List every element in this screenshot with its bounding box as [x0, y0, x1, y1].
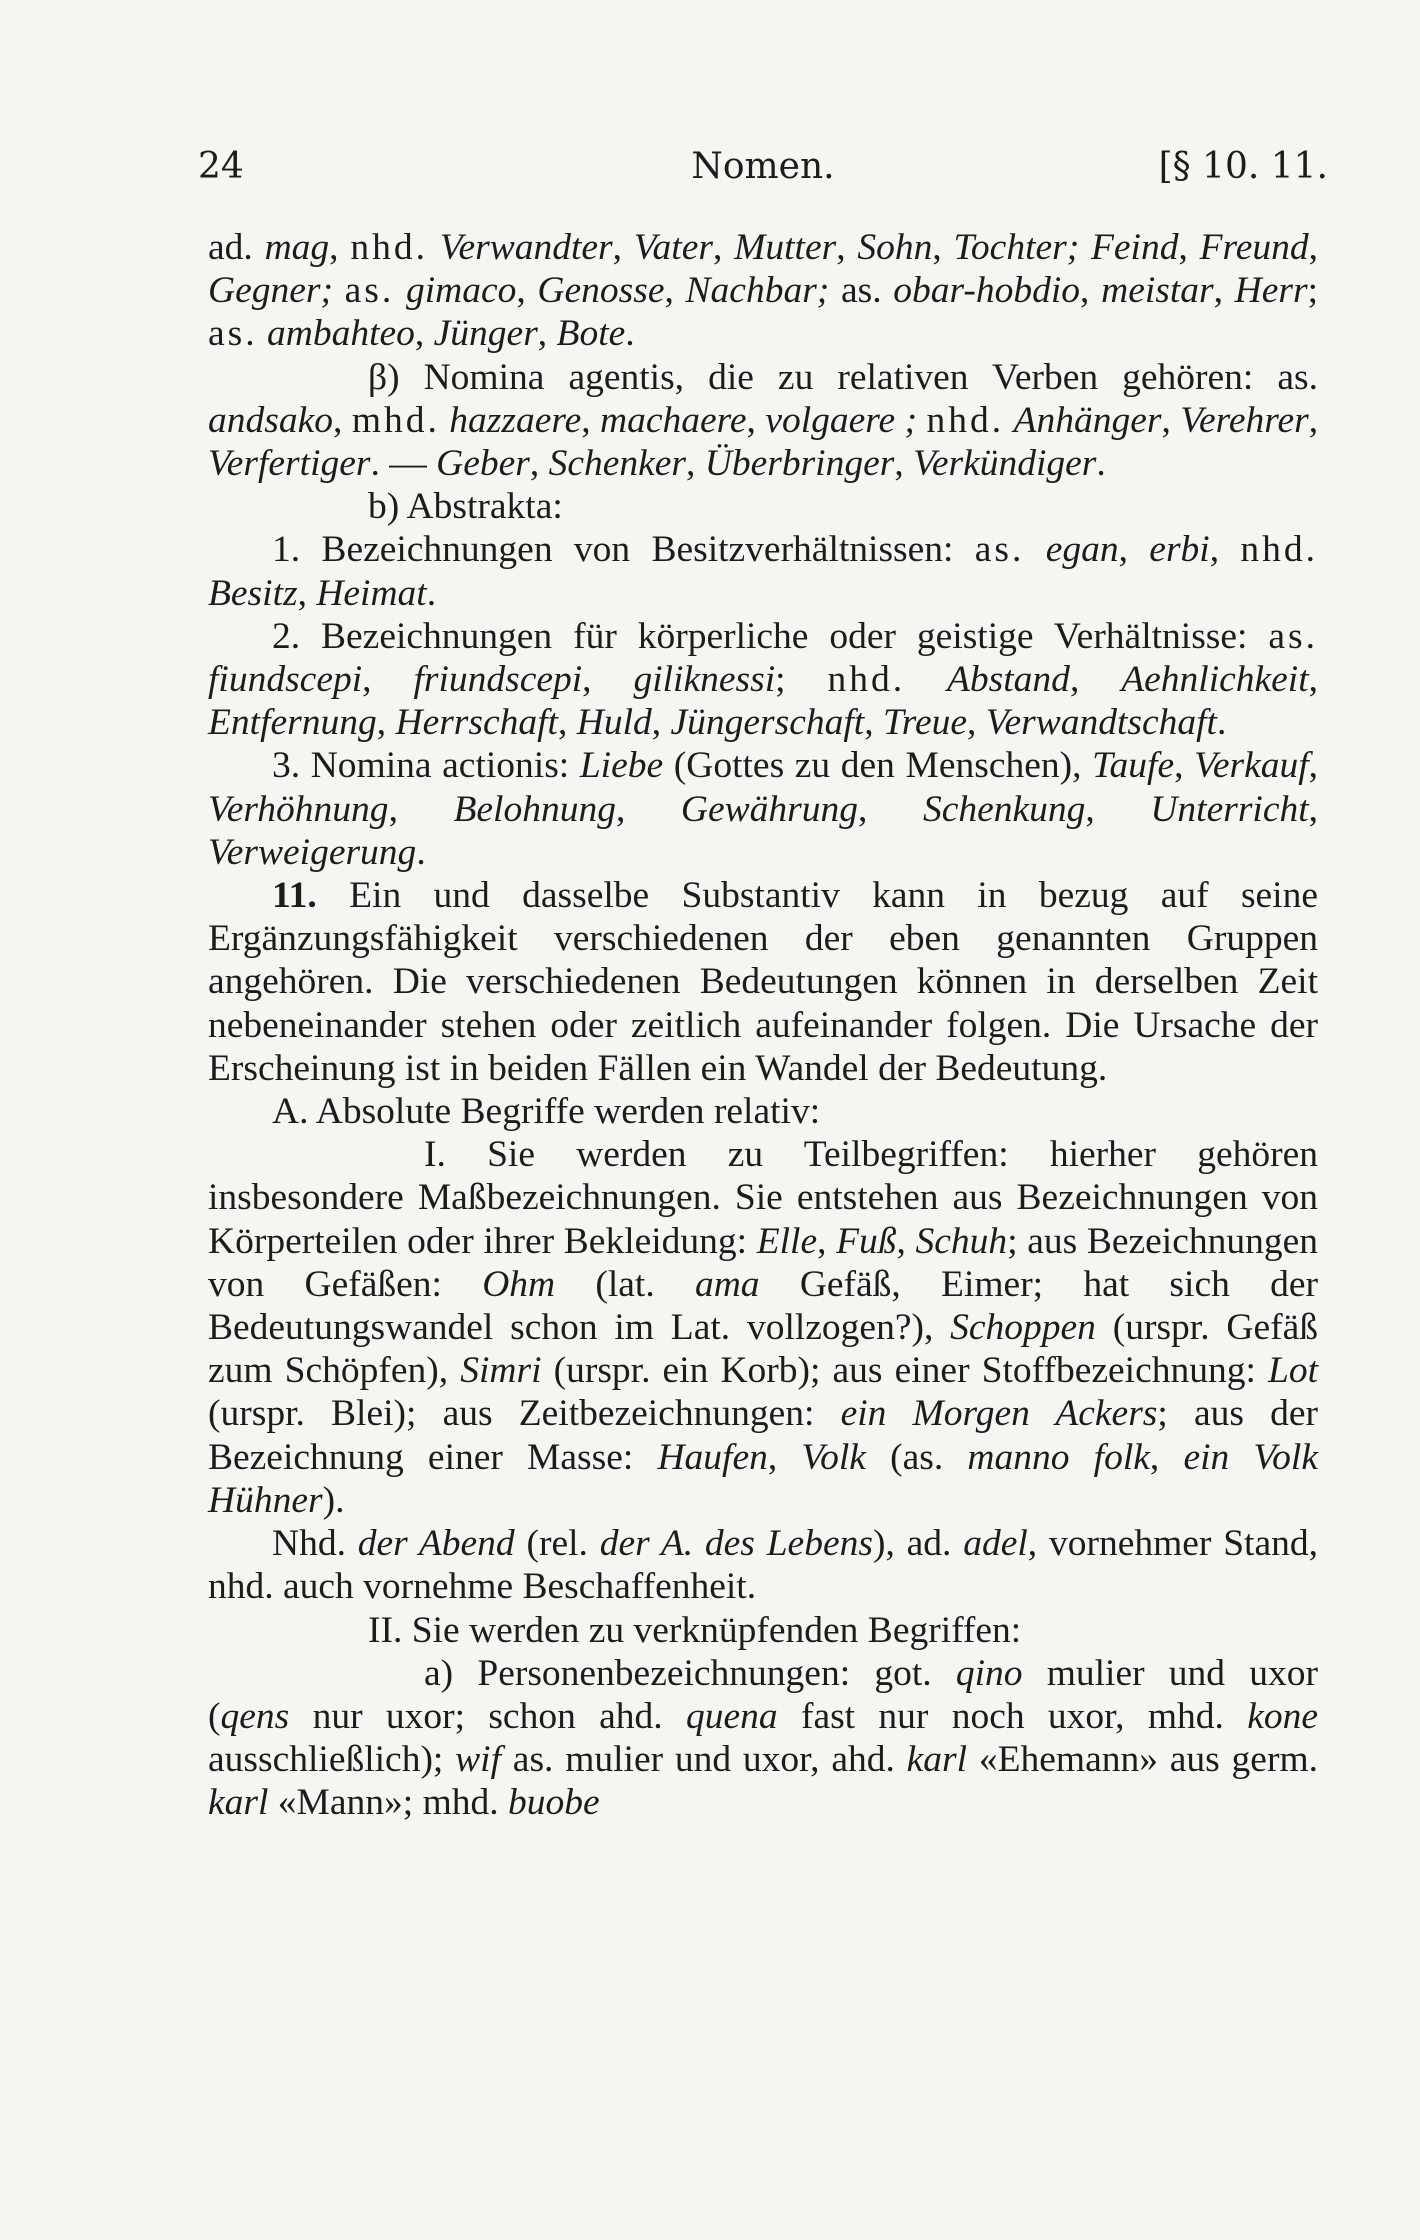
- text-run: ,: [1174, 745, 1195, 787]
- text-run: ,: [1308, 745, 1319, 787]
- italic-term: Belohnung: [453, 788, 616, 830]
- spaced-abbreviation: as.: [344, 270, 395, 312]
- text-run: ,: [1161, 399, 1181, 441]
- spaced-abbreviation: as.: [208, 313, 258, 355]
- text-run: ,: [1149, 1436, 1184, 1478]
- italic-term: Freund: [1199, 227, 1309, 268]
- text-run: Gefäß, Eimer; hat sich der Bedeutungswandel schon im Lat. vollzogen?),: [208, 1263, 1318, 1349]
- text-run: ,: [557, 702, 577, 744]
- italic-term: Anhänger: [1013, 399, 1162, 441]
- text-run: [428, 227, 440, 268]
- italic-term: ein Morgen Ackers: [840, 1393, 1158, 1435]
- italic-term: Sohn: [857, 227, 933, 268]
- text-run: .: [416, 831, 426, 873]
- text-run: (rel.: [514, 1523, 600, 1565]
- italic-term: egan: [1045, 529, 1119, 571]
- heading-absolute-begriffe: [208, 1090, 1318, 1133]
- italic-term: Verehrer: [1180, 399, 1309, 441]
- italic-term: Huld: [576, 702, 652, 744]
- italic-term: Besitz: [208, 572, 298, 614]
- italic-term: Entfernung: [208, 702, 377, 744]
- spaced-abbreviation: nhd.: [827, 659, 906, 701]
- text-run: (lat.: [555, 1263, 695, 1305]
- italic-term: gimaco: [405, 270, 517, 312]
- text-run: (urspr. Gefäß zum Schöpfen),: [208, 1307, 1318, 1392]
- text-run: ,: [414, 313, 434, 355]
- page-title: Nomen.: [691, 146, 835, 187]
- italic-term: ambahteo: [267, 313, 415, 355]
- text-run: ,: [932, 227, 954, 268]
- heading-verknuepfende-begriffe: [208, 1609, 1318, 1652]
- text-run: .: [1096, 443, 1106, 485]
- text-run: ,: [836, 227, 858, 268]
- text-run: ,: [529, 443, 549, 485]
- text-run: ,: [858, 788, 923, 830]
- text-run: ,: [686, 443, 705, 485]
- text-run: ,: [1178, 227, 1200, 268]
- text-run: 3. Nomina actionis:: [272, 745, 580, 787]
- text-run: ,: [582, 659, 634, 701]
- italic-term: der Abend: [357, 1523, 515, 1565]
- heading-abstrakta: [208, 485, 1318, 528]
- paragraph-besitzverhaeltnisse: [208, 528, 1318, 614]
- text-run: (as.: [865, 1436, 968, 1478]
- text-run: .: [625, 313, 635, 355]
- italic-term: qino: [955, 1652, 1023, 1694]
- italic-term: Gegner;: [208, 270, 345, 312]
- text-run: Nhd.: [272, 1523, 358, 1565]
- text-run: .: [1216, 702, 1227, 744]
- italic-term: der A. des Lebens: [599, 1523, 873, 1565]
- italic-term: Heimat: [316, 572, 427, 614]
- text-run: β) Nomina agentis, die zu relativen Verben gehören: as.: [368, 356, 1318, 398]
- italic-term: giliknessi: [633, 659, 776, 701]
- italic-term: Herrschaft: [395, 702, 558, 744]
- italic-term: Fuß: [836, 1220, 897, 1262]
- italic-term: volgaere ;: [765, 399, 927, 441]
- italic-term: hazzaere: [449, 399, 582, 441]
- text-run: nur uxor; schon ahd.: [289, 1695, 686, 1737]
- italic-term: kone: [1247, 1695, 1319, 1737]
- italic-term: Liebe: [579, 745, 664, 787]
- text-run: ,: [1308, 788, 1319, 830]
- italic-term: ein Volk Hühner: [208, 1436, 1318, 1521]
- spaced-abbreviation: nhd.: [1240, 529, 1319, 571]
- text-run: «Mann»; mhd.: [268, 1782, 508, 1824]
- text-run: (Gottes zu den Menschen),: [663, 745, 1093, 787]
- text-run: ,: [1213, 270, 1235, 312]
- italic-term: Schenker: [548, 443, 686, 485]
- italic-term: Bote: [556, 313, 626, 355]
- page-number: 24: [198, 146, 244, 187]
- spaced-abbreviation: nhd.: [926, 399, 1005, 441]
- text-run: ,: [746, 399, 766, 441]
- italic-term: Mutter: [734, 227, 837, 268]
- paragraph-nomina-agentis: [208, 356, 1318, 486]
- text-run: ,: [537, 313, 557, 355]
- text-run: ,: [333, 399, 352, 441]
- italic-term: obar-hobdio: [893, 270, 1081, 312]
- text-run: as.: [840, 270, 894, 312]
- italic-term: Überbringer: [704, 443, 895, 485]
- italic-term: Verhöhnung: [208, 788, 389, 830]
- italic-term: meistar: [1101, 270, 1214, 312]
- italic-term: fiundscepi: [208, 659, 363, 701]
- text-run: A. Absolute Begriffe werden relativ:: [272, 1091, 821, 1133]
- italic-term: wif: [455, 1739, 501, 1781]
- text-run: b) Abstrakta:: [368, 486, 563, 528]
- text-run: [258, 313, 267, 354]
- paragraph-verhaeltnisse: [208, 615, 1318, 745]
- italic-term: Genosse: [537, 270, 665, 312]
- italic-term: Geber: [436, 443, 530, 485]
- italic-term: Abstand: [947, 659, 1070, 701]
- text-run: as. mulier und uxor, ahd.: [501, 1739, 907, 1781]
- italic-term: friundscepi: [413, 659, 583, 701]
- text-run: «Ehemann» aus germ.: [967, 1739, 1318, 1781]
- spaced-abbreviation: as.: [974, 529, 1025, 571]
- text-run: mulier und uxor (: [208, 1652, 1318, 1737]
- text-run: ,: [864, 702, 883, 744]
- text-run: ,: [362, 659, 414, 701]
- italic-term: karl: [208, 1782, 269, 1824]
- text-run: ,: [615, 788, 681, 830]
- italic-term: Taufe: [1092, 745, 1175, 787]
- text-run: ,: [516, 270, 538, 312]
- section-reference: [§ 10. 11.: [1158, 146, 1328, 187]
- italic-term: Tochter; Feind: [953, 227, 1179, 268]
- text-run: ,: [376, 702, 396, 744]
- text-run: ,: [1085, 788, 1151, 830]
- text-run: ,: [297, 572, 317, 614]
- italic-term: Jünger: [433, 313, 538, 355]
- text-run: . —: [370, 443, 437, 485]
- paragraph-section-11: [208, 874, 1318, 1090]
- italic-term: Nachbar;: [685, 270, 841, 312]
- italic-term: buobe: [508, 1782, 600, 1824]
- italic-term: Verwandter: [439, 227, 613, 268]
- text-run: , vornehmer Stand, nhd. auch vornehme Beschaffenheit.: [208, 1523, 1318, 1608]
- italic-term: mag: [264, 227, 330, 268]
- text-run: ,: [894, 443, 914, 485]
- text-run: ,: [817, 1220, 837, 1262]
- italic-term: Verfertiger: [208, 443, 371, 485]
- text-run: ).: [322, 1479, 345, 1521]
- italic-term: Vater: [633, 227, 713, 268]
- italic-term: Simri: [460, 1350, 542, 1392]
- text-run: .: [426, 572, 437, 614]
- running-header: [198, 146, 1328, 196]
- italic-term: Aehnlichkeit: [1121, 659, 1309, 701]
- text-run: ,: [651, 702, 671, 744]
- italic-term: Elle: [756, 1220, 818, 1262]
- text-run: ,: [664, 270, 686, 312]
- italic-term: Verkündiger: [913, 443, 1097, 485]
- italic-term: manno folk: [967, 1436, 1150, 1478]
- paragraph-abend: [208, 1522, 1318, 1608]
- text-run: (urspr. Blei); aus Zeitbezeichnungen:: [208, 1393, 841, 1435]
- italic-term: Lot: [1267, 1350, 1319, 1392]
- italic-term: quena: [685, 1695, 778, 1737]
- text-run: ; aus Bezeichnungen von Gefäßen:: [208, 1220, 1318, 1305]
- italic-term: Schenkung: [922, 788, 1086, 830]
- text-run: ,: [581, 399, 601, 441]
- paragraph-nomina-actionis: [208, 744, 1318, 874]
- text-run: ,: [966, 702, 986, 744]
- text-run: [905, 659, 947, 700]
- italic-term: Ohm: [482, 1263, 556, 1305]
- italic-term: Treue: [882, 702, 967, 744]
- italic-term: Volk: [801, 1436, 866, 1478]
- text-run: II. Sie werden zu verknüpfenden Begriffen:: [368, 1609, 1022, 1651]
- italic-term: Gewährung: [680, 788, 859, 830]
- paragraph-personenbezeichnungen: [208, 1652, 1318, 1825]
- text-run: ; aus der Bezeichnung einer Masse:: [208, 1393, 1318, 1478]
- text-run: [1004, 400, 1013, 441]
- text-run: ;: [775, 659, 828, 701]
- page-body: [208, 226, 1318, 1825]
- italic-term: Jüngerschaft: [670, 702, 865, 744]
- text-run: ,: [1069, 659, 1122, 701]
- italic-term: karl: [906, 1739, 968, 1781]
- italic-term: andsako: [208, 399, 333, 441]
- spaced-abbreviation: as.: [1268, 615, 1318, 657]
- italic-term: Verwandtschaft: [985, 702, 1217, 744]
- text-run: 1. Bezeichnungen von Besitzverhältnissen:: [272, 529, 975, 571]
- text-run: ,: [712, 227, 735, 268]
- text-run: [1024, 529, 1045, 570]
- italic-term: erbi: [1149, 529, 1210, 571]
- text-run: [440, 400, 449, 441]
- italic-term: Schoppen: [950, 1307, 1096, 1349]
- text-run: ad.: [208, 227, 265, 268]
- text-run: Ein und dasselbe Substantiv kann in bezug auf seine Ergänzungsfähigkeit verschiedenen der eben genannten Gruppen angehören. Die verschiedenen Bedeutungen können in derselben Zeit nebeneinander stehen oder zeitlich aufeinander folgen. Die Ursache der Erscheinung ist in beiden Fällen ein Wandel der Bedeutung.: [208, 875, 1318, 1089]
- italic-term: Verkauf: [1194, 745, 1309, 787]
- text-run: ,: [896, 1220, 916, 1262]
- text-run: ), ad.: [872, 1523, 964, 1565]
- text-run: ,: [388, 788, 454, 830]
- text-run: ,: [1308, 399, 1319, 441]
- text-run: fast nur noch uxor, mhd.: [777, 1695, 1248, 1737]
- italic-term: Unterricht: [1150, 788, 1309, 830]
- text-run: ,: [329, 227, 351, 268]
- text-run: ,: [767, 1436, 802, 1478]
- italic-term: qens: [220, 1695, 290, 1737]
- text-run: a) Personenbezeichnungen: got.: [424, 1652, 956, 1694]
- paragraph-relatives: [208, 226, 1318, 356]
- italic-term: ama: [694, 1263, 760, 1305]
- paragraph-teilbegriffe: [208, 1133, 1318, 1522]
- text-run: ,: [612, 227, 634, 268]
- text-run: ,: [1080, 270, 1102, 312]
- text-run: I. Sie werden zu Teilbegriffen: hierher gehören insbesondere Maßbezeichnungen. Sie entstehen aus Bezeichnungen von Körperteilen oder ihrer Bekleidung:: [208, 1134, 1318, 1262]
- italic-term: Herr: [1234, 270, 1308, 312]
- text-run: (urspr. ein Korb); aus einer Stoffbezeichnung:: [541, 1350, 1268, 1392]
- section-number: 11.: [272, 875, 317, 917]
- spaced-abbreviation: nhd.: [350, 227, 428, 268]
- text-run: ,: [1308, 227, 1319, 268]
- italic-term: Verweigerung: [208, 831, 417, 873]
- italic-term: Haufen: [657, 1436, 768, 1478]
- italic-term: machaere: [600, 399, 747, 441]
- text-run: ,: [1308, 659, 1319, 701]
- text-run: ;: [1307, 270, 1319, 312]
- text-run: [394, 270, 406, 311]
- text-run: 2. Bezeichnungen für körperliche oder geistige Verhältnisse:: [272, 615, 1269, 657]
- text-run: ,: [1118, 529, 1150, 571]
- italic-term: Schuh: [915, 1220, 1008, 1262]
- text-run: ausschließlich);: [208, 1739, 456, 1781]
- spaced-abbreviation: mhd.: [351, 399, 440, 441]
- italic-term: adel: [963, 1523, 1028, 1565]
- text-run: ,: [1209, 529, 1241, 571]
